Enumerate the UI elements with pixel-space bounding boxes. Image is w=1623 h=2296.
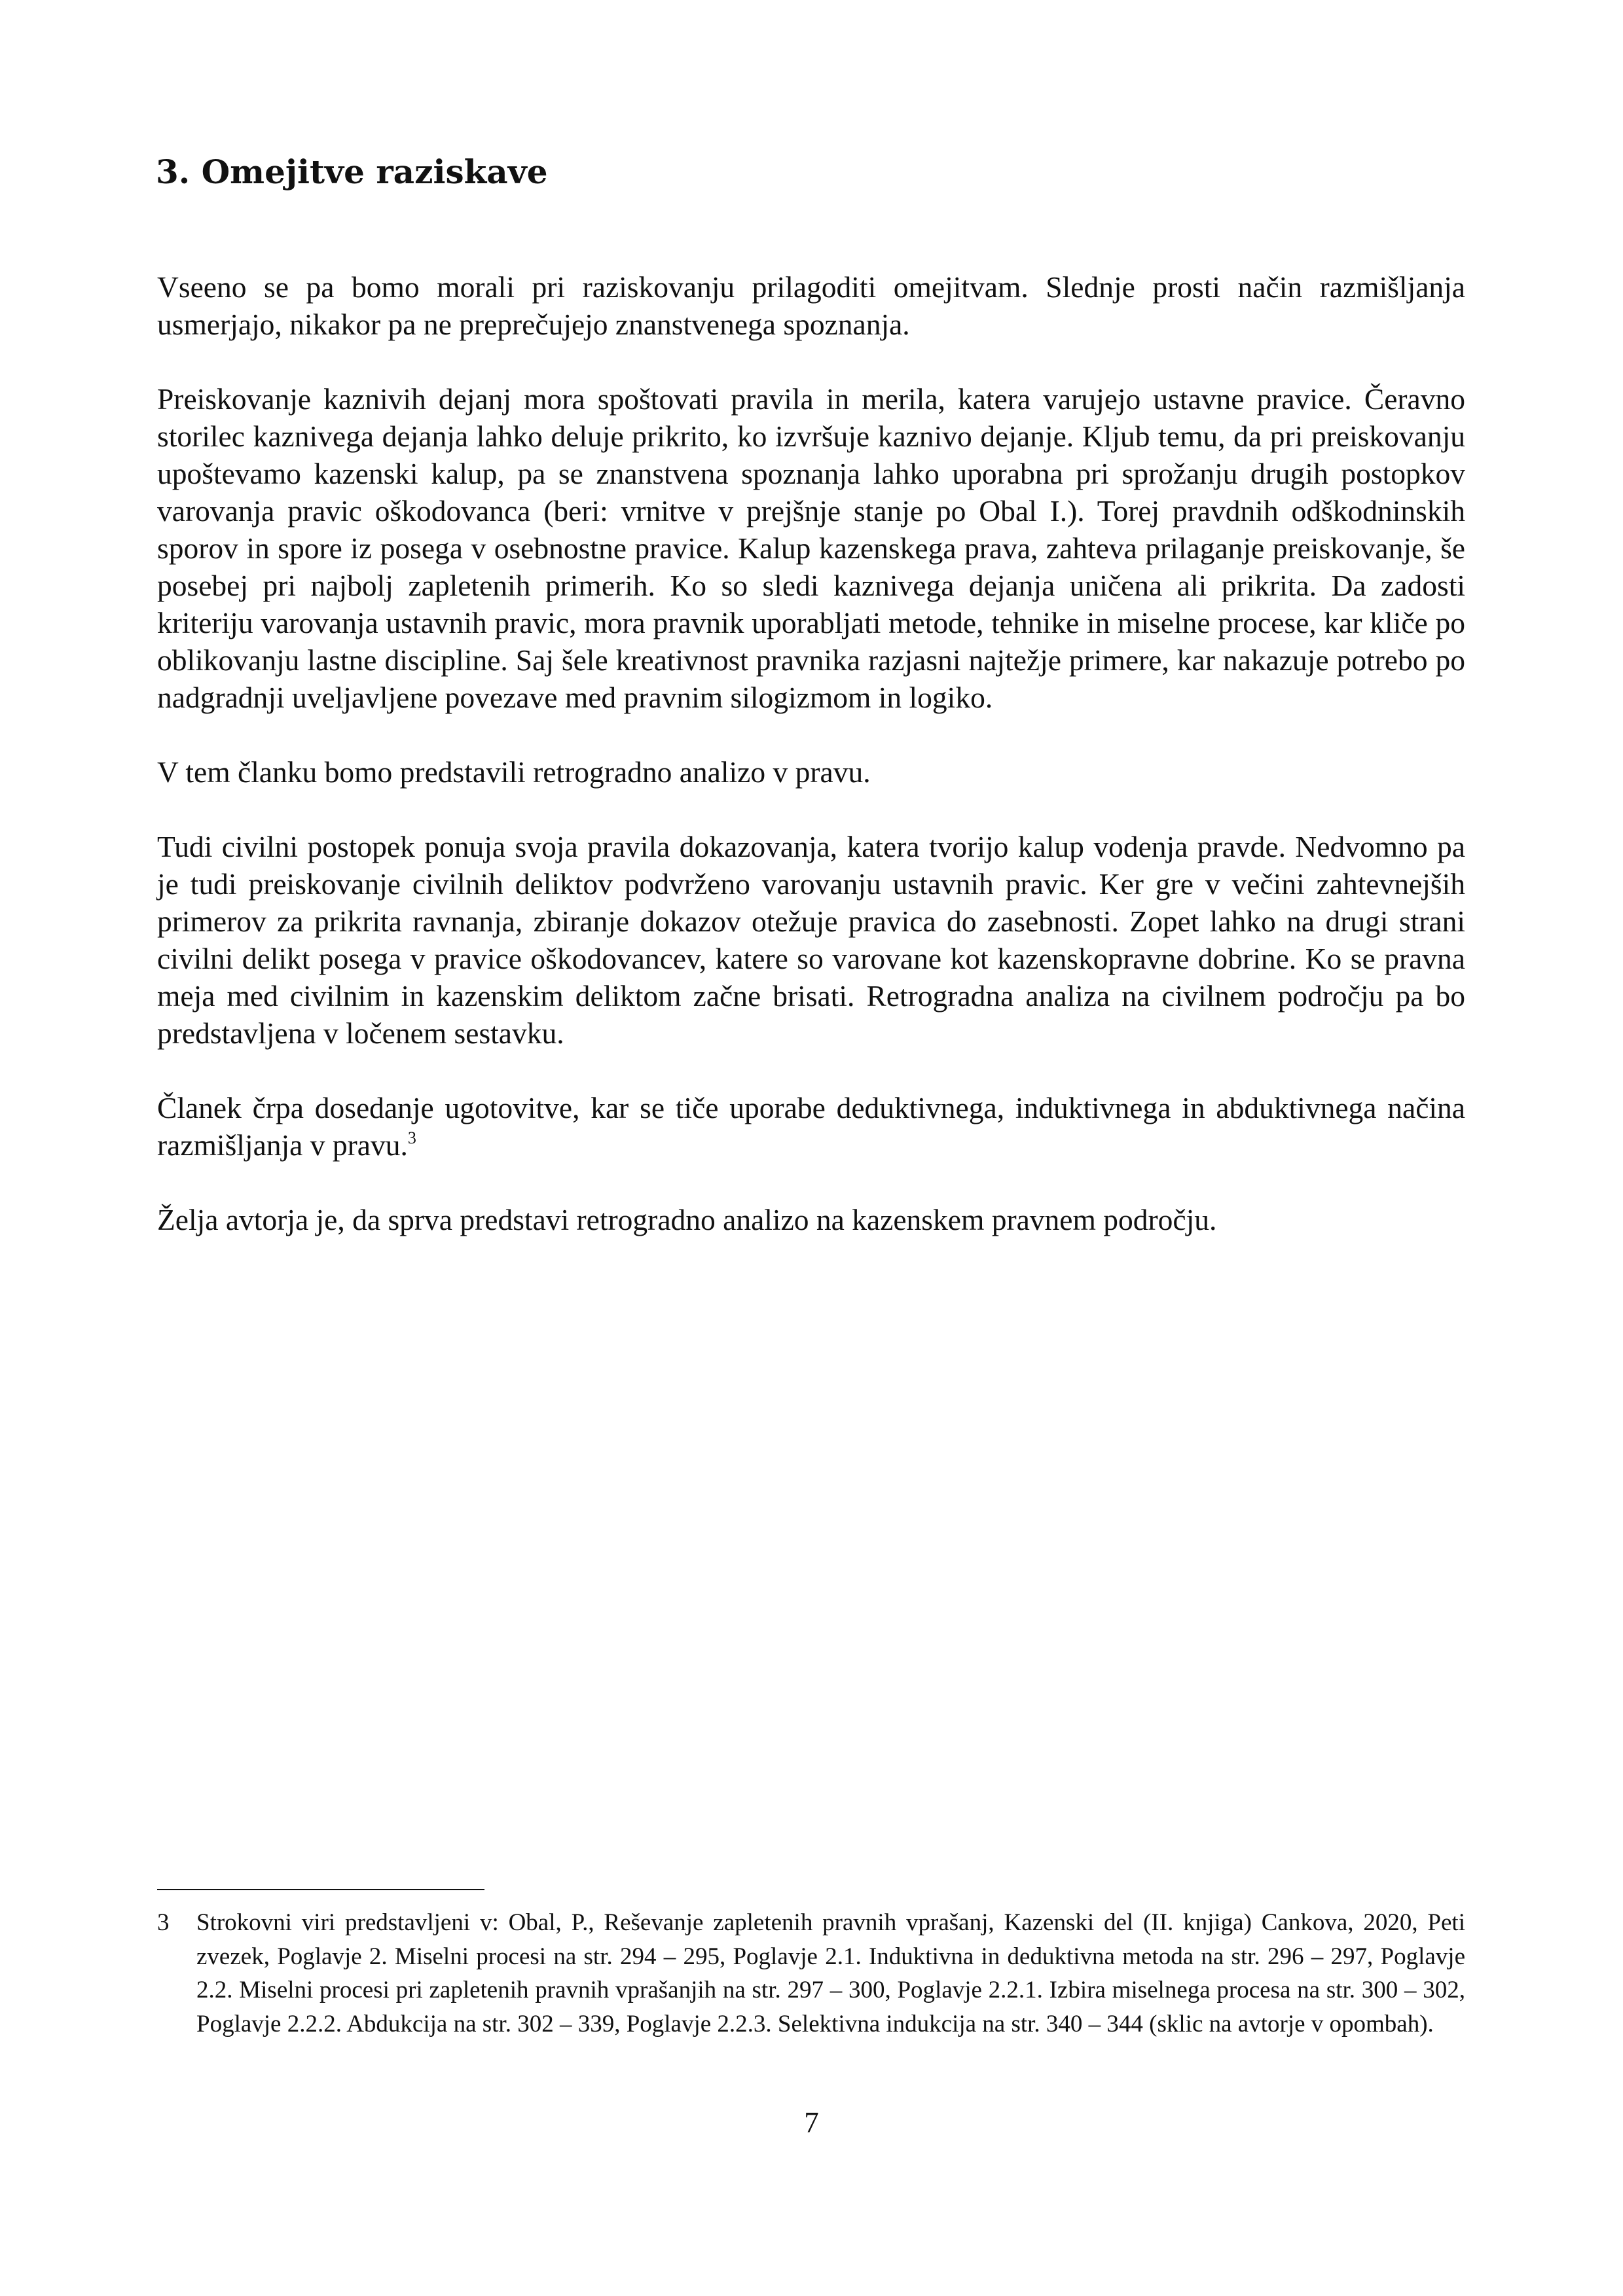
footnote-separator (157, 1889, 484, 1890)
body-text (157, 268, 1465, 1276)
page-number: 7 (804, 2106, 819, 2139)
footnote-text: Strokovni viri predstavljeni v: Obal, P., Reševanje zapletenih pravnih vprašanj, Kazenski del (II. knjiga) Cankova, 2020, Peti zvezek, Poglavje 2. Miselni procesi na str. 294 – 295, Poglavje 2.1. Induktivna in deduktivna metoda na str. 296 – 297, Poglavje 2.2. Miselni procesi pri zapletenih pravnih vprašanjih na str. 297 – 300, Poglavje 2.2.1. Izbira miselnega procesa na str. 300 – 302, Poglavje 2.2.2. Abdukcija na str. 302 – 339, Poglavje 2.2.3. Selektivna indukcija na str. 340 – 344 (sklic na avtorje v opombah). (196, 1909, 1465, 2037)
paragraph: Preiskovanje kaznivih dejanj mora spoštovati pravila in merila, katera varujejo ustavne pravice. Čeravno storilec kaznivega dejanja lahko deluje prikrito, ko izvršuje kaznivo dejanje. Kljub temu, da pri preiskovanju upoštevamo kazenski kalup, pa se znanstvena spoznanja lahko uporabna pri sprožanju drugih postopkov varovanja pravic oškodovanca (beri: vrnitve v prejšnje stanje po Obal I.). Torej pravdnih odškodninskih sporov in spore iz posega v osebnostne pravice. Kalup kazenskega prava, zahteva prilaganje preiskovanje, še posebej pri najbolj zapletenih primerih. Ko so sledi kaznivega dejanja uničena ali prikrita. Da zadosti kriteriju varovanja ustavnih pravic, mora pravnik uporabljati metode, tehnike in miselne procese, kar kliče po oblikovanju lastne discipline. Saj šele kreativnost pravnika razjasni najtežje primere, kar nakazuje potrebo po nadgradnji uveljavljene povezave med pravnim silogizmom in logiko. (157, 382, 1465, 714)
footnote-reference[interactable]: 3 (407, 1128, 416, 1147)
paragraph: Vseeno se pa bomo morali pri raziskovanju prilagoditi omejitvam. Slednje prosti način razmišljanja usmerjajo, nikakor pa ne preprečujejo znanstvenega spoznanja. (157, 270, 1465, 341)
section-heading: 3. Omejitve raziskave (156, 152, 548, 191)
footnote (157, 1906, 1465, 2041)
footnote-number: 3 (157, 1909, 170, 1936)
paragraph-with-footnote (157, 1089, 1465, 1164)
paragraph: V tem članku bomo predstavili retrogradno analizo v pravu. (157, 755, 871, 789)
paragraph: Želja avtorja je, da sprva predstavi retrogradno analizo na kazenskem pravnem področju. (157, 1203, 1217, 1236)
paragraph-text: Članek črpa dosedanje ugotovitve, kar se tiče uporabe deduktivnega, induktivnega in abduktivnega načina razmišljanja v pravu. (157, 1091, 1465, 1162)
paragraph: Tudi civilni postopek ponuja svoja pravila dokazovanja, katera tvorijo kalup vodenja pravde. Nedvomno pa je tudi preiskovanje civilnih deliktov podvrženo varovanju ustavnih pravic. Ker gre v večini zahtevnejših primerov za prikrita ravnanja, zbiranje dokazov otežuje pravica do zasebnosti. Zopet lahko na drugi strani civilni delikt posega v pravice oškodovancev, katere so varovane kot kazenskopravne dobrine. Ko se pravna meja med civilnim in kazenskim deliktom začne brisati. Retrogradna analiza na civilnem področju pa bo predstavljena v ločenem sestavku. (157, 830, 1465, 1050)
